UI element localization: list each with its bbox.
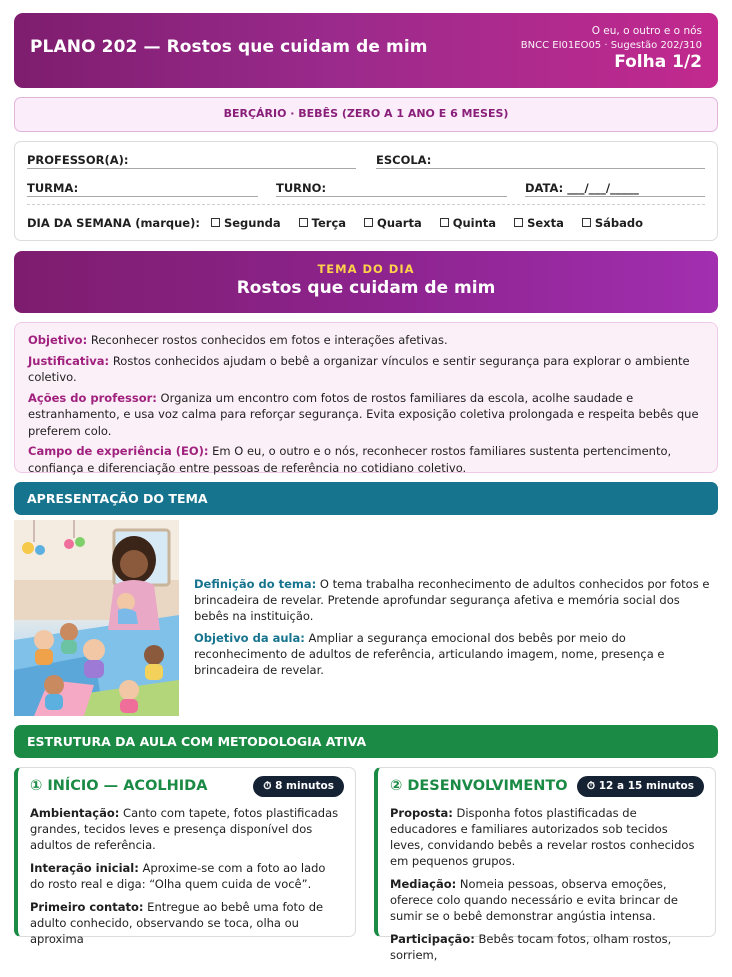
- inicio-item: Primeiro contato: Entregue ao bebê uma foto de adulto conhecido, observando se toca, olha ou aproxima: [30, 900, 324, 946]
- date-field[interactable]: DATA: ___/___/_____: [525, 177, 705, 197]
- day-checkbox-quinta[interactable]: Quinta: [440, 216, 496, 230]
- plan-info-box: [14, 322, 718, 473]
- day-checkbox-segunda[interactable]: Segunda: [211, 216, 281, 230]
- inicio-card: [14, 767, 356, 946]
- subject-field: O eu, o outro e o nós: [591, 25, 702, 37]
- inicio-time-badge: ⏱ 8 minutos: [253, 776, 344, 797]
- experience-field-row: Campo de experiência (EO): Em O eu, o outro e o nós, reconhecer rostos familiares sustenta pertencimento, confiança e diferenciação entre pessoas de referência no cotidiano coletivo.: [28, 444, 672, 475]
- teacher-actions-row: Ações do professor: Organiza um encontro com fotos de rostos familiares da escola, acolhe saudade e estranhamento, e usa voz calma para reforçar segurança. Evita exposição coletiva prolongada e respeita bebês que preferem colo.: [28, 390, 699, 438]
- theme-banner: [14, 251, 718, 313]
- checkbox-icon: [440, 218, 449, 227]
- day-checkbox-quarta[interactable]: Quarta: [364, 216, 422, 230]
- desenvolvimento-item: Participação: Bebês tocam fotos, olham rostos, sorriem,: [390, 932, 672, 962]
- nursery-illustration: [14, 520, 179, 716]
- inicio-title: ① INÍCIO — ACOLHIDA: [30, 778, 208, 794]
- desenvolvimento-item: Mediação: Nomeia pessoas, observa emoções, oferece colo quando necessário e evita brincar de sumir se o bebê demonstrar angústia intensa.: [390, 877, 678, 923]
- lesson-objective-row: Objetivo da aula: Ampliar a segurança emocional dos bebês por meio do reconhecimento de adultos de referência, articulando imagem, nome, presença e brincadeira de revelar.: [194, 631, 665, 677]
- day-checkbox-sexta[interactable]: Sexta: [514, 216, 564, 230]
- checkbox-icon: [364, 218, 373, 227]
- checkbox-icon: [514, 218, 523, 227]
- day-checkbox-terca[interactable]: Terça: [299, 216, 346, 230]
- presentation-section-header: APRESENTAÇÃO DO TEMA: [14, 482, 718, 515]
- presentation-text: [194, 576, 714, 684]
- babies-caregiver-illustration: [14, 520, 179, 716]
- theme-definition-row: Definição do tema: O tema trabalha reconhecimento de adultos conhecidos por fotos e brincadeira de revelar. Pretende aprofundar segurança afetiva e memória social dos bebês na instituição.: [194, 577, 710, 623]
- sheet-number: Folha 1/2: [614, 52, 702, 72]
- teacher-form: [14, 141, 718, 241]
- weekday-label: DIA DA SEMANA (marque):: [27, 216, 200, 230]
- objective-row: Objetivo: Reconhecer rostos conhecidos em fotos e interações afetivas.: [28, 333, 448, 347]
- day-checkbox-sabado[interactable]: Sábado: [582, 216, 643, 230]
- desenvolvimento-card: [374, 767, 716, 962]
- justification-row: Justificativa: Rostos conhecidos ajudam o bebê a organizar vínculos e sentir segurança para explorar o ambiente coletivo.: [28, 353, 690, 384]
- form-divider: [27, 204, 705, 205]
- plan-title: PLANO 202 — Rostos que cuidam de mim: [30, 37, 428, 57]
- school-field[interactable]: ESCOLA:: [376, 149, 705, 169]
- theme-kicker: TEMA DO DIA: [317, 262, 415, 276]
- inicio-item: Interação inicial: Aproxime-se com a foto ao lado do rosto real e diga: “Olha quem cuida de você”.: [30, 861, 326, 891]
- shift-field[interactable]: TURNO:: [276, 177, 507, 197]
- age-level-banner: BERÇÁRIO · BEBÊS (ZERO A 1 ANO E 6 MESES): [14, 97, 718, 132]
- desenvolvimento-item: Proposta: Disponha fotos plastificadas de educadores e familiares autorizados sob tecidos leves, convidando bebês a revelar rostos conhecidos em pequenos grupos.: [390, 806, 695, 868]
- desenvolvimento-title: ② DESENVOLVIMENTO: [390, 778, 568, 794]
- theme-name: Rostos que cuidam de mim: [236, 278, 496, 298]
- weekday-selector: [27, 216, 657, 230]
- teacher-field[interactable]: PROFESSOR(A):: [27, 149, 356, 169]
- header-meta: [521, 25, 702, 72]
- bncc-code: BNCC EI01EO05 · Sugestão 202/310: [520, 40, 702, 51]
- checkbox-icon: [299, 218, 308, 227]
- checkbox-icon: [582, 218, 591, 227]
- checkbox-icon: [211, 218, 220, 227]
- class-field[interactable]: TURMA:: [27, 177, 258, 197]
- desenvolvimento-time-badge: ⏱ 12 a 15 minutos: [577, 776, 704, 797]
- inicio-item: Ambientação: Canto com tapete, fotos plastificadas grandes, tecidos leves e presença disponível dos adultos de referência.: [30, 806, 339, 852]
- plan-header: [14, 13, 718, 88]
- structure-section-header: ESTRUTURA DA AULA COM METODOLOGIA ATIVA: [14, 725, 718, 758]
